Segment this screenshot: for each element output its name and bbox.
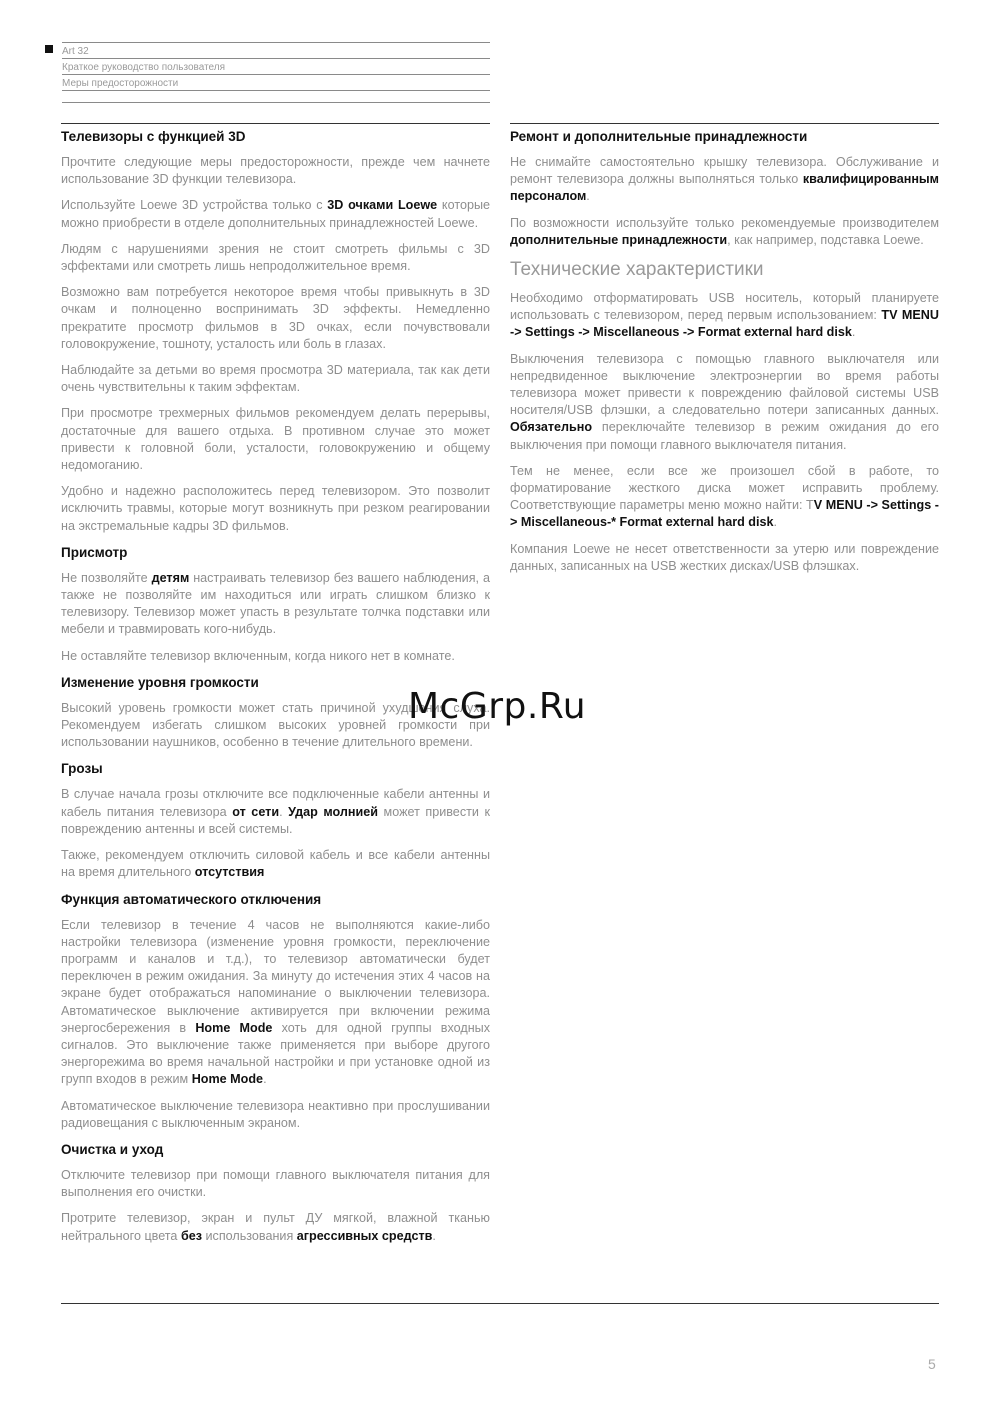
paragraph: Если телевизор в течение 4 часов не выполняются какие-либо настройки телевизора (изменение уровня громкости, переключение программ и каналов и т.д.), то телевизор автоматически будет переключен в режим ожидания. За минуту до истечения этих 4 часов на экране будет отображаться напоминание о выключении телевизора. Автоматическое выключение активируется при включении режима энергосбережения в Home Mode хоть для одной группы входных сигналов. Это выключение также применяется при выборе другого энергорежима во время начальной настройки и при установке одной из групп входов в режим Home Mode. xyxy=(61,917,490,1087)
header-divider xyxy=(62,90,490,91)
header-divider xyxy=(62,74,490,75)
header-model: Art 32 xyxy=(62,46,89,57)
paragraph: По возможности используйте только рекомендуемые производителем дополнительные принадлежности, как например, подставка Loewe. xyxy=(510,215,939,247)
paragraph: Возможно вам потребуется некоторое время чтобы привыкнуть в 3D очкам и полноценно воспринимать 3D эффекты. Немедленно прекратите просмотр фильмов в 3D очках, если почувствовали головокружение, тошноту, усталость или боль в глазах. xyxy=(61,285,490,351)
section-title-specs: Технические характеристики xyxy=(510,259,764,281)
paragraph: Наблюдайте за детьми во время просмотра 3D материала, так как дети очень чувствительны к таким эффектам. xyxy=(61,363,490,395)
section-title-supervision: Присмотр xyxy=(61,544,128,560)
header-section-title: Меры предосторожности xyxy=(62,78,179,89)
header-guide-title: Краткое руководство пользователя xyxy=(62,62,226,73)
section-title-repair: Ремонт и дополнительные принадлежности xyxy=(510,129,808,144)
paragraph: Выключения телевизора с помощью главного выключателя или непредвиденное выключение электроэнергии во время работы телевизора может привести к повреждению файловой системы USB носителя/USB флэшки, а следовательно потери записанных данных. Обязательно переключайте телевизор в режим ожидания до его выключения при помощи главного выключателя питания. xyxy=(510,351,939,452)
paragraph: Компания Loewe не несет ответственности за утерю или повреждение данных, записанных на USB жестких дисках/USB флэшках. xyxy=(510,541,939,573)
paragraph: Удобно и надежно расположитесь перед телевизором. Это позволит исключить травмы, которые могут возникнуть при резком реагировании на экстремальные кадры 3D фильмов. xyxy=(61,484,490,533)
paragraph: В случае начала грозы отключите все подключенные кабели антенны и кабель питания телевизора от сети. Удар молнией может привести к повреждению антенны и всей системы. xyxy=(61,787,490,836)
watermark-logo: McGrp.Ru xyxy=(408,686,587,727)
header-divider xyxy=(62,102,490,103)
paragraph: При просмотре трехмерных фильмов рекомендуем делать перерывы, достаточные для вашего отдыха. В противном случае это может привести к головной боли, усталости, головокружению и общему недомоганию. xyxy=(61,406,490,473)
paragraph: Протрите телевизор, экран и пульт ДУ мягкой, влажной тканью нейтрального цвета без использования агрессивных средств. xyxy=(61,1211,490,1243)
top-rule-right xyxy=(510,123,939,124)
header-marker xyxy=(45,45,53,53)
page-number: 5 xyxy=(928,1356,936,1372)
paragraph: Также, рекомендуем отключить силовой кабель и все кабели антенны на время длительного отсутствия xyxy=(61,848,490,880)
paragraph: Высокий уровень громкости может стать причиной ухудшения слуха. Рекомендуем избегать слишком высоких уровней громкости при использовании наушников, особенно в течение длительного времени. xyxy=(61,700,490,750)
bottom-rule xyxy=(61,1303,939,1304)
paragraph: Автоматическое выключение телевизора неактивно при прослушивании радиовещания с выключенным экраном. xyxy=(61,1098,490,1130)
header-divider xyxy=(62,42,490,43)
paragraph: Не позволяйте детям настраивать телевизор без вашего наблюдения, а также не позволяйте им находиться или играть слишком близко к телевизору. Телевизор может упасть в результате толчка подставки или мебели и травмировать кого-нибудь. xyxy=(61,570,490,637)
section-title-auto-off: Функция автоматического отключения xyxy=(61,891,322,907)
paragraph: Не оставляйте телевизор включенным, когда никого нет в комнате. xyxy=(61,648,455,663)
section-title-cleaning: Очистка и уход xyxy=(61,1141,164,1157)
paragraph: Необходимо отформатировать USB носитель, который планируете использовать с телевизором, перед первым использованием: TV MENU -> Settings -> Miscellaneous -> Format external hard disk. xyxy=(510,291,939,340)
right-column xyxy=(510,128,939,584)
section-title-3d: Телевизоры с функцией 3D xyxy=(61,129,246,144)
paragraph: Отключите телевизор при помощи главного выключателя питания для выполнения его очистки. xyxy=(61,1167,490,1200)
header-divider xyxy=(62,58,490,59)
section-title-volume: Изменение уровня громкости xyxy=(61,674,259,690)
paragraph: Тем не менее, если все же произошел сбой в работе, то форматирование жесткого диска может исправить проблему. Соответствующие параметры меню можно найти: TV MENU -> Settings -> Miscellaneous-* Format external hard disk. xyxy=(510,463,940,530)
paragraph: Людям с нарушениями зрения не стоит смотреть фильмы с 3D эффектами или смотреть лишь непродолжительное время. xyxy=(61,241,490,274)
paragraph: Не снимайте самостоятельно крышку телевизора. Обслуживание и ремонт телевизора должны выполняться только квалифицированным персоналом. xyxy=(510,155,939,204)
paragraph: Прочтите следующие меры предосторожности, прежде чем начнете использование 3D функции телевизора. xyxy=(61,155,490,187)
section-title-storms: Грозы xyxy=(61,761,103,777)
top-rule-left xyxy=(61,123,490,124)
paragraph: Используйте Loewe 3D устройства только с 3D очками Loewe которые можно приобрести в отделе дополнительных принадлежностей Loewe. xyxy=(61,198,491,230)
